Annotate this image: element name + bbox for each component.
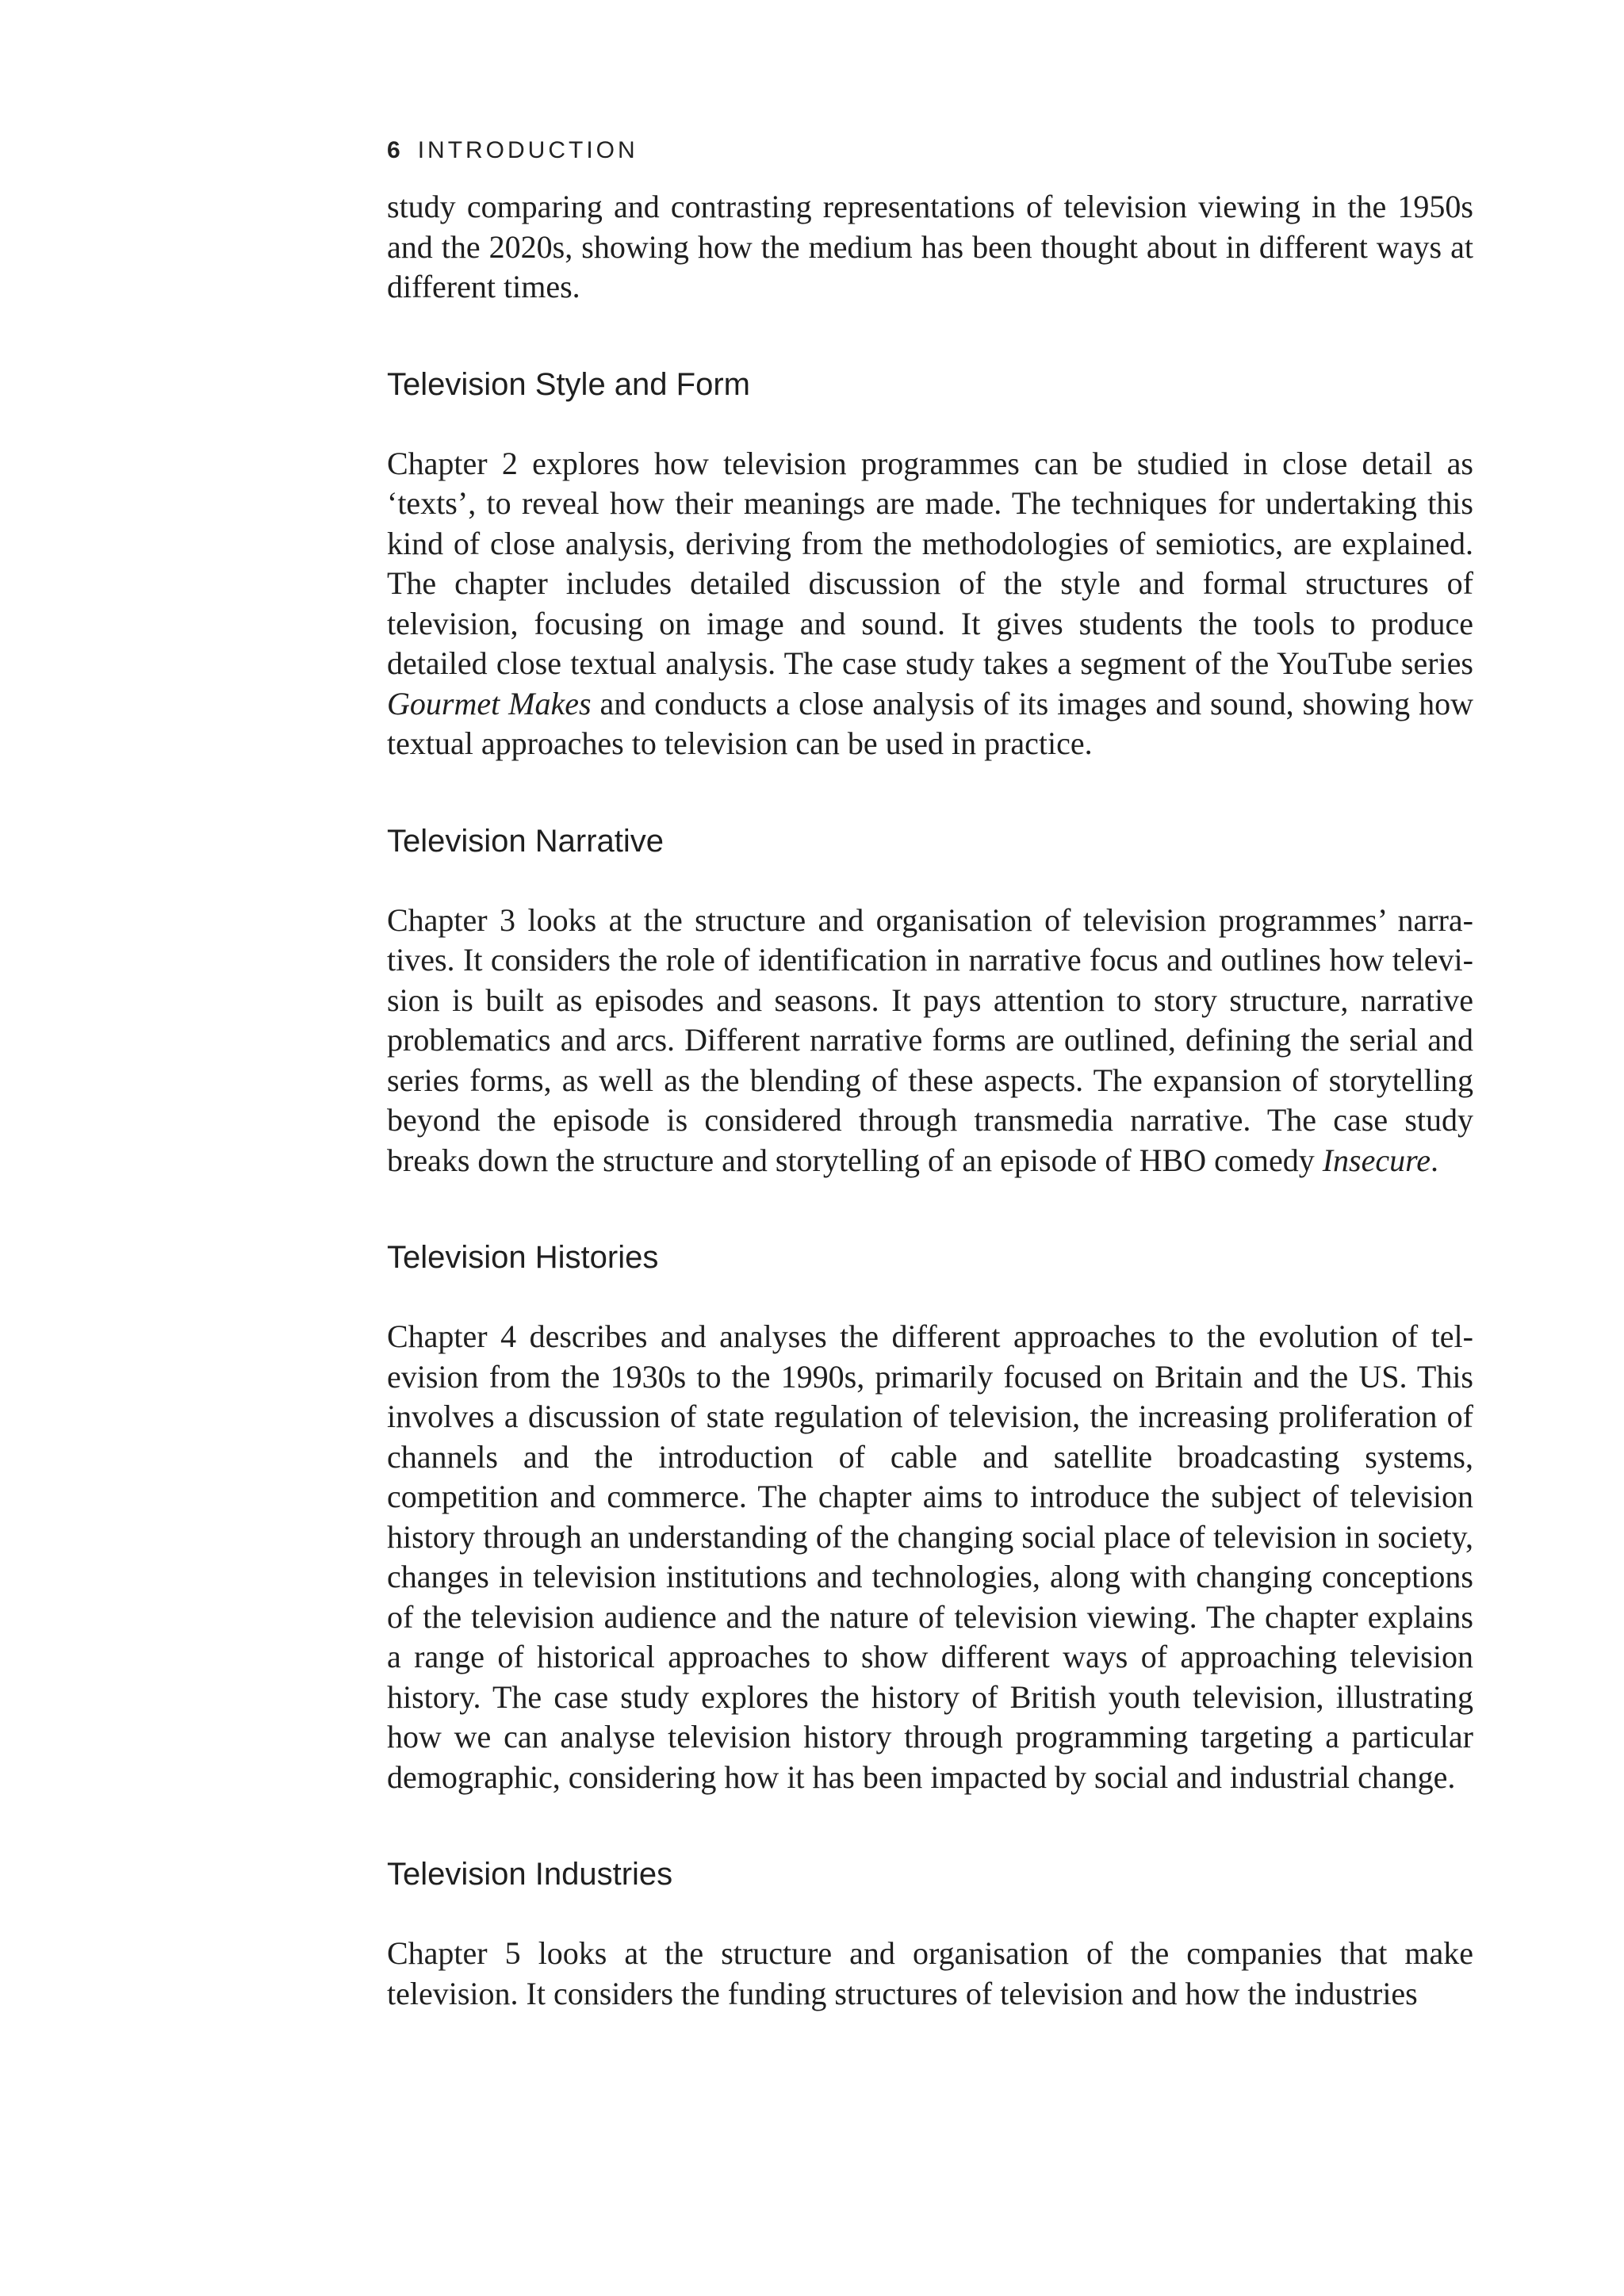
opening-paragraph: study comparing and contrasting representations of television viewing in the 1950s and the 2020s, showing how the medium has been thought about in different ways at different times. [387, 189, 1473, 304]
paragraph-histories [387, 1317, 1473, 1797]
page-content [387, 135, 1473, 2014]
section-heading-histories: Television Histories [387, 1240, 659, 1275]
paragraph-text: Chapter 5 looks at the structure and organisation of the companies that make television. It considers the funding structures of television and how the industries [387, 1935, 1473, 2011]
programme-title: Gourmet Makes [387, 685, 592, 721]
paragraph-style-and-form [387, 444, 1473, 764]
paragraph-industries [387, 1934, 1473, 2014]
section-heading-industries: Television Industries [387, 1857, 673, 1892]
section-heading-narrative: Television Narrative [387, 823, 665, 859]
paragraph-text: Chapter 3 looks at the structure and organisation of television programmes’ narratives. It considers the role of identification in narrative focus and outlines how television is built as episodes and seasons. It pays attention to story structure, narrative problematics and arcs. Different narrative forms are outlined, defining the serial and series forms, as well as the blending of these aspects. The expansion of storytelling beyond the episode is considered through transmedia narrative. The case study breaks down the structure and storytelling of an episode of HBO comedy [387, 901, 1473, 1178]
paragraph-narrative [387, 901, 1473, 1181]
paragraph-text: Chapter 4 describes and analyses the different approaches to the evolution of television from the 1930s to the 1990s, primarily focused on Britain and the US. This involves a discussion of state regulation of television, the increasing proliferation of channels and the introduction of cable and satellite broadcasting systems, competition and commerce. The chapter aims to introduce the subject of television history through an understanding of the changing social place of television in society, changes in television institutions and technologies, along with changing conceptions of the television audience and the nature of television viewing. The chapter explains a range of historical approaches to show different ways of approaching television history. The case study explores the history of British youth television, illustrating how we can analyse television history through programming targeting a particular demographic, considering how it has been impacted by social and industrial change. [387, 1318, 1473, 1795]
paragraph-text: and conducts a close analysis of its images and sound, showing how textual approaches to television can be used in practice. [387, 685, 1473, 761]
section-heading-style-and-form: Television Style and Form [387, 366, 750, 402]
paragraph-text: . [1430, 1142, 1438, 1178]
running-head [387, 135, 1473, 166]
page-number: 6 [387, 137, 400, 163]
paragraph-text: Chapter 2 explores how television programmes can be studied in close detail as ‘texts’, to reveal how their meanings are made. The techniques for undertaking this kind of close analysis, deriving from the methodologies of semiotics, are explained. The chapter includes detailed discussion of the style and formal structures of television, focusing on image and sound. It gives students the tools to produce detailed close textual analysis. The case study takes a segment of the YouTube series [387, 445, 1473, 681]
running-head-title: INTRODUCTION [417, 137, 638, 163]
programme-title: Insecure [1322, 1142, 1431, 1178]
